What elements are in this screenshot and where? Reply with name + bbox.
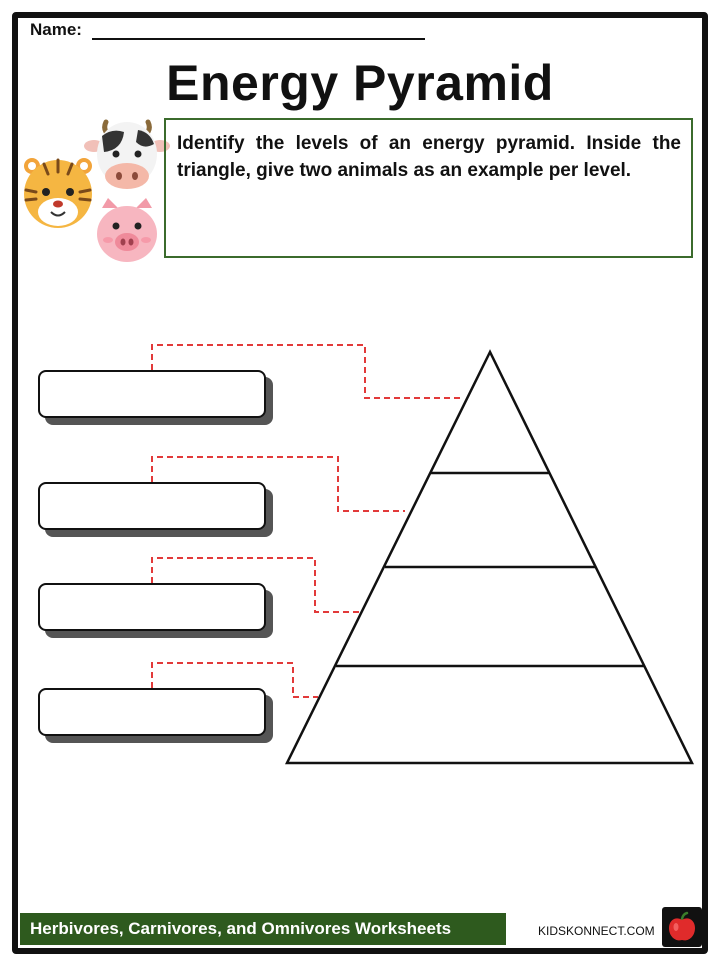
apple-icon [662,907,702,947]
level-label-box-4[interactable] [38,688,266,736]
page-title: Energy Pyramid [166,55,554,111]
logo [662,907,702,947]
level-label-box-3[interactable] [38,583,266,631]
footer-series-title: Herbivores, Carnivores, and Omnivores Worksheets [20,913,506,945]
name-label: Name: [30,20,82,39]
instructions-box: Identify the levels of an energy pyramid. Inside the triangle, give two animals as an example per level. [164,118,693,258]
level-label-box-1[interactable] [38,370,266,418]
level-label-box-2[interactable] [38,482,266,530]
pyramid-outline [287,352,692,763]
footer-site-name: KIDSKONNECT.COM [538,924,655,938]
